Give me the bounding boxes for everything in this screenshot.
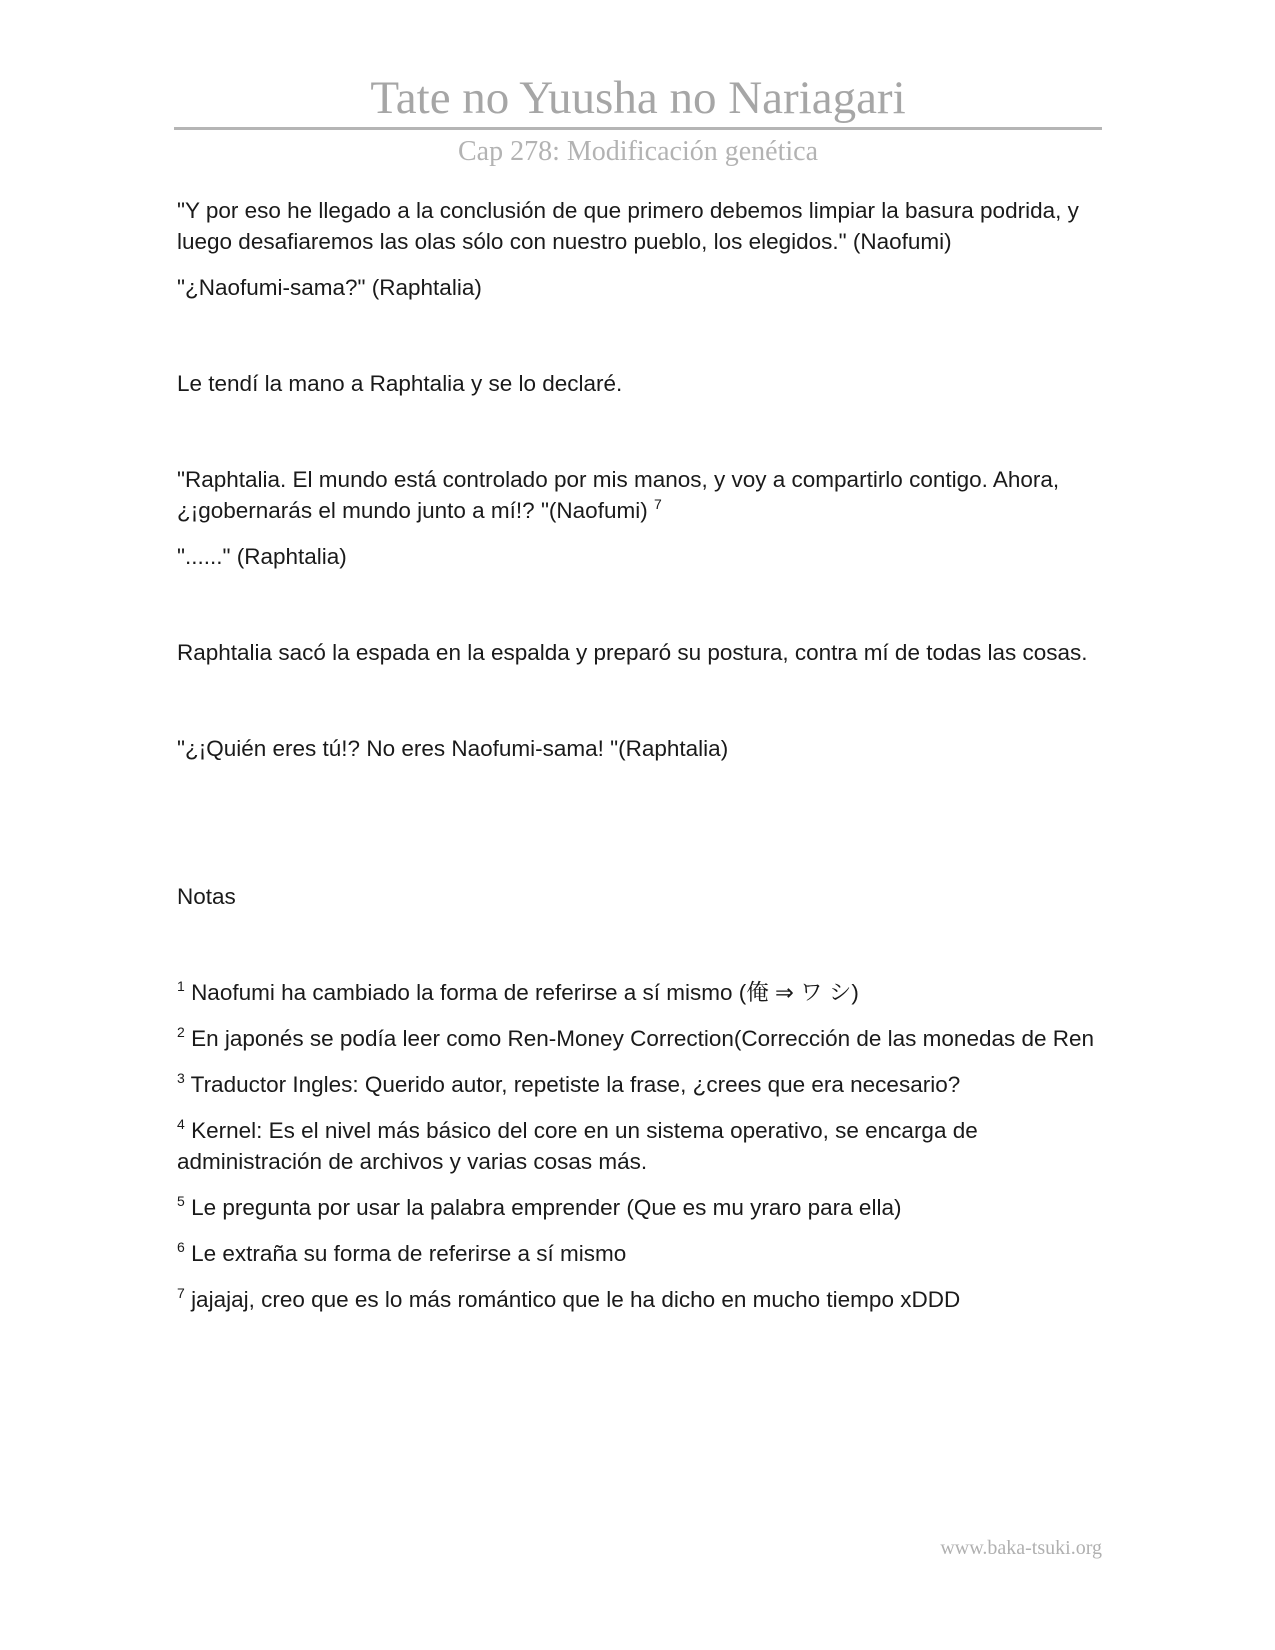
paragraph: "Y por eso he llegado a la conclusión de que primero debemos limpiar la basura podrida, y luego desafiaremos las olas sólo con nuestro pueblo, los elegidos." (Naofumi) [177,198,1079,254]
footnote-number: 2 [177,1024,185,1040]
footnote-item [177,1115,1097,1177]
footnote-text: Traductor Ingles: Querido autor, repetiste la frase, ¿crees que era necesario? [190,1072,961,1097]
page-header [174,70,1102,170]
footnote-number: 5 [177,1193,185,1209]
footnote-text: Kernel: Es el nivel más básico del core en un sistema operativo, se encarga de administración de archivos y varias cosas más. [177,1118,978,1174]
footnote-text: En japonés se podía leer como Ren-Money Correction(Corrección de las monedas de Ren [191,1026,1095,1051]
paragraph: "¿Naofumi-sama?" (Raphtalia) [177,275,482,300]
footnote-number: 7 [177,1285,185,1301]
paragraph: "¿¡Quién eres tú!? No eres Naofumi-sama! "(Raphtalia) [177,736,729,761]
book-title: Tate no Yuusha no Nariagari [370,72,906,124]
header-divider [174,127,1102,130]
chapter-title: Cap 278: Modificación genética [458,136,818,167]
paragraph-text: "Raphtalia. El mundo está controlado por mis manos, y voy a compartirlo contigo. Ahora, ¿¡gobernarás el mundo junto a mí!? "(Naofumi) [177,467,1060,523]
footnote-item [177,1238,1097,1269]
paragraph: "......" (Raphtalia) [177,544,347,569]
footnote-number: 3 [177,1070,185,1086]
footnote-item [177,1023,1097,1054]
footnote-text: jajajaj, creo que es lo más romántico que le ha dicho en mucho tiempo xDDD [191,1287,961,1312]
paragraph: Raphtalia sacó la espada en la espalda y preparó su postura, contra mí de todas las cosas. [177,640,1088,665]
footnote-number: 6 [177,1239,185,1255]
footnote-text: Le pregunta por usar la palabra emprender (Que es mu yraro para ella) [191,1195,902,1220]
paragraph: Le tendí la mano a Raphtalia y se lo declaré. [177,371,623,396]
notes-heading: Notas [177,884,236,909]
footnote-number: 1 [177,978,185,994]
footnote-text: Naofumi ha cambiado la forma de referirse a sí mismo (俺 ⇒ ワ シ) [191,980,859,1005]
footnote-number: 4 [177,1116,185,1132]
footnote-item [177,1284,1097,1315]
footnote-ref: 7 [653,496,662,512]
paragraph [177,464,1097,526]
footnote-item [177,977,1097,1008]
footnote-text: Le extraña su forma de referirse a sí mismo [191,1241,627,1266]
footnote-item [177,1192,1097,1223]
footnote-item [177,1069,1097,1100]
chapter-body [177,195,1097,1315]
site-footer: www.baka-tsuki.org [940,1537,1102,1559]
